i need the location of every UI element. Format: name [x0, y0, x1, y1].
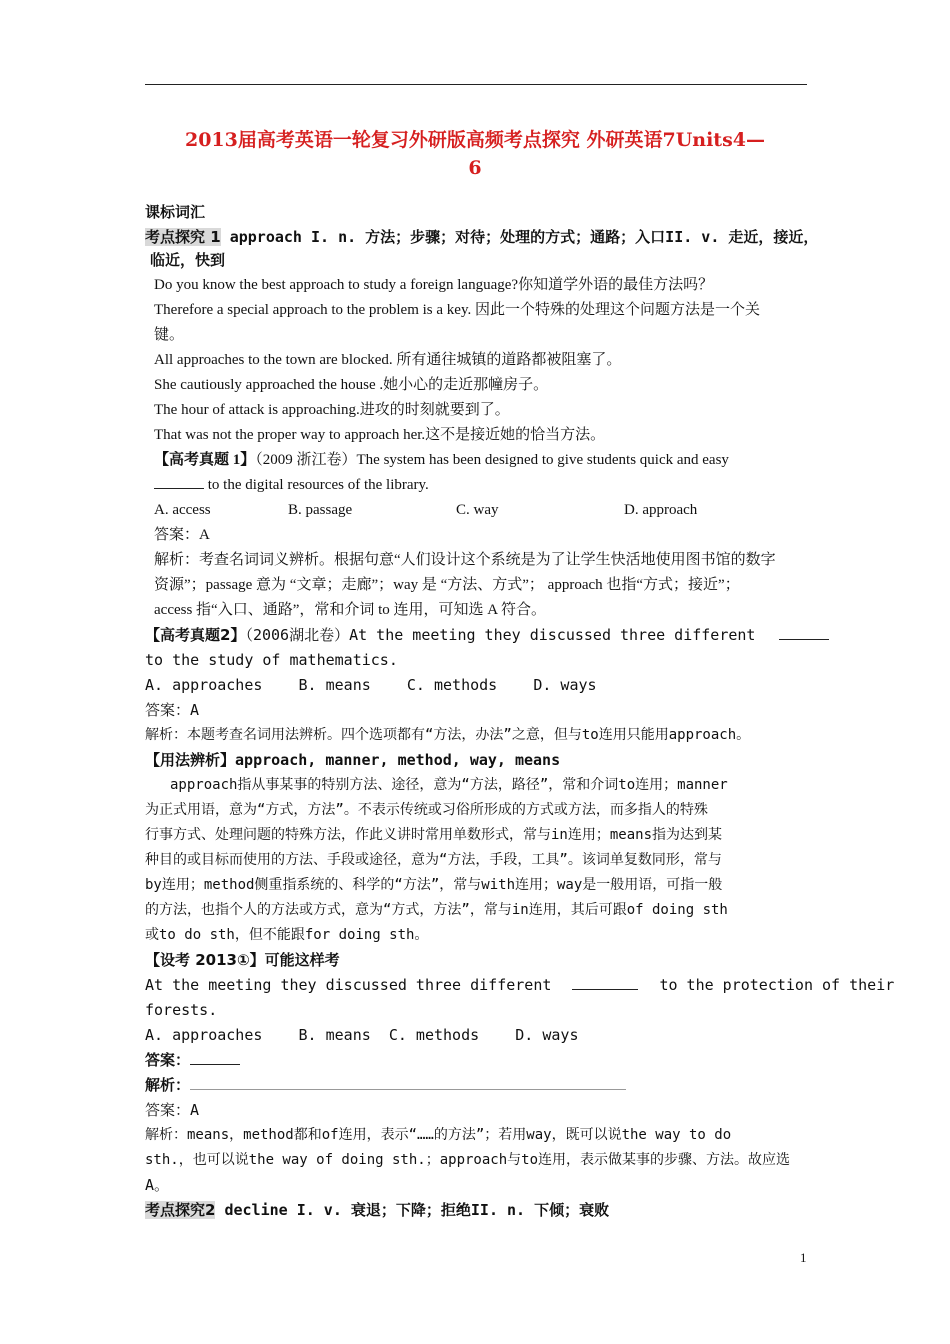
- usage-line: 为正式用语，意为“方式，方法”。不表示传统或习俗所形成的方式或方法，而多指人的特殊: [145, 802, 708, 818]
- mock-question-heading: 【设考 2013①】可能这样考: [145, 951, 340, 969]
- analysis-fill-line: [145, 1074, 626, 1096]
- header-rule: [145, 84, 807, 85]
- usage-line: approach指从事某事的特别方法、途径，意为“方法，路径”，常和介词to连用；manner: [170, 777, 728, 793]
- analysis: 资源”；passage 意为 “文章；走廊”；way 是 “方法、方式”； approach 也指“方式；接近”；: [154, 577, 740, 593]
- answer-blank: [779, 625, 829, 640]
- answer-fill-label: 答案：: [145, 1051, 191, 1069]
- point1-label: 考点探究 1: [145, 228, 221, 246]
- example-line: The hour of attack is approaching.进攻的时刻就要到了。: [154, 402, 510, 418]
- analysis: 解析：考查名词词义辨析。根据句意“人们设计这个系统是为了让学生快活地使用图书馆的数字: [154, 552, 776, 568]
- usage-heading: 【用法辨析】approach, manner, method, way, means: [145, 751, 561, 769]
- example-line: She cautiously approached the house .她小心的走近那幢房子。: [154, 377, 549, 393]
- mock-question: At the meeting they discussed three different to the protection of their: [145, 976, 895, 994]
- exam-question-1: 【高考真题 1】（2009 浙江卷）The system has been designed to give students quick and easy: [154, 452, 729, 468]
- point1-heading: [145, 226, 818, 248]
- point2-heading: [145, 1199, 609, 1221]
- usage-line: by连用；method侧重指系统的、科学的“方法”，常与with连用；way是一般用语，可指一般: [145, 877, 723, 893]
- exam-question-2-options: A. approaches B. means C. methods D. ways: [145, 676, 597, 694]
- example-line: Therefore a special approach to the problem is a key. 因此一个特殊的处理这个问题方法是一个关: [154, 302, 760, 318]
- option: C. way: [456, 502, 499, 518]
- answer-fill-line: [145, 1049, 240, 1071]
- page-number: 1: [800, 1250, 807, 1265]
- option: A. access: [154, 502, 211, 518]
- exam-question-1-cont: to the digital resources of the library.: [154, 474, 429, 496]
- example-line: That was not the proper way to approach her.这不是接近她的恰当方法。: [154, 427, 606, 443]
- answer: 答案：A: [145, 1101, 200, 1119]
- point1-head-cont: 临近，快到: [150, 251, 226, 269]
- analysis-fill-label: 解析：: [145, 1076, 191, 1094]
- usage-line: 种目的或目标而使用的方法、手段或途径，意为“方法，手段，工具”。该词单复数同形，常与: [145, 852, 722, 868]
- section-heading: 课标词汇: [145, 203, 206, 221]
- mock-question-options: A. approaches B. means C. methods D. ways: [145, 1026, 579, 1044]
- document-title-cont: 6: [468, 157, 482, 179]
- usage-line: 行事方式、处理问题的特殊方法，作此义讲时常用单数形式，常与in连用；means指为达到某: [145, 827, 722, 843]
- exam-question-2: 【高考真题2】（2006湖北卷）At the meeting they discussed three different: [145, 624, 829, 646]
- analysis-blank: [190, 1075, 626, 1090]
- point1-head: approach I. n. 方法；步骤；对待；处理的方式；通路；入口II. v. 走近，接近，: [220, 228, 819, 246]
- example-line: 键。: [154, 327, 185, 343]
- analysis: sth.，也可以说the way of doing sth.；approach与to连用，表示做某事的步骤、方法。故应选: [145, 1152, 791, 1168]
- usage-line: 的方法，也指个人的方法或方式，意为“方式，方法”，常与in连用，其后可跟of doing sth: [145, 902, 728, 918]
- analysis: 解析：means，method都和of连用，表示“……的方法”；若用way，既可以说the way to do: [145, 1127, 732, 1143]
- analysis: 解析：本题考查名词用法辨析。四个选项都有“方法，办法”之意，但与to连用只能用approach。: [145, 727, 751, 743]
- document-title: 2013届高考英语一轮复习外研版高频考点探究 外研英语7Units4—: [184, 129, 765, 151]
- example-line: All approaches to the town are blocked. 所有通往城镇的道路都被阻塞了。: [154, 352, 622, 368]
- point2-head: decline I. v. 衰退；下降；拒绝II. n. 下倾；衰败: [215, 1201, 610, 1219]
- exam-question-2-label: 【高考真题2】: [145, 626, 246, 644]
- answer-blank: [154, 474, 204, 489]
- answer-blank: [572, 975, 638, 990]
- usage-line: 或to do sth，但不能跟for doing sth。: [145, 927, 429, 943]
- exam-question-1-label: 【高考真题 1】: [154, 452, 256, 468]
- example-line: Do you know the best approach to study a foreign language?你知道学外语的最佳方法吗？: [154, 277, 714, 293]
- point2-label: 考点探究2: [145, 1201, 216, 1219]
- usage-label: 【用法辨析】: [145, 751, 236, 769]
- exam-question-2-cont: to the study of mathematics.: [145, 651, 398, 669]
- analysis: access 指“入口、通路”，常和介词 to 连用，可知选 A 符合。: [154, 602, 547, 618]
- option: D. approach: [624, 502, 698, 518]
- option: B. passage: [288, 502, 353, 518]
- answer: 答案：A: [154, 527, 210, 543]
- answer: 答案：A: [145, 701, 200, 719]
- answer-blank: [190, 1050, 240, 1065]
- analysis: A。: [145, 1176, 170, 1194]
- mock-question-cont: forests.: [145, 1001, 218, 1019]
